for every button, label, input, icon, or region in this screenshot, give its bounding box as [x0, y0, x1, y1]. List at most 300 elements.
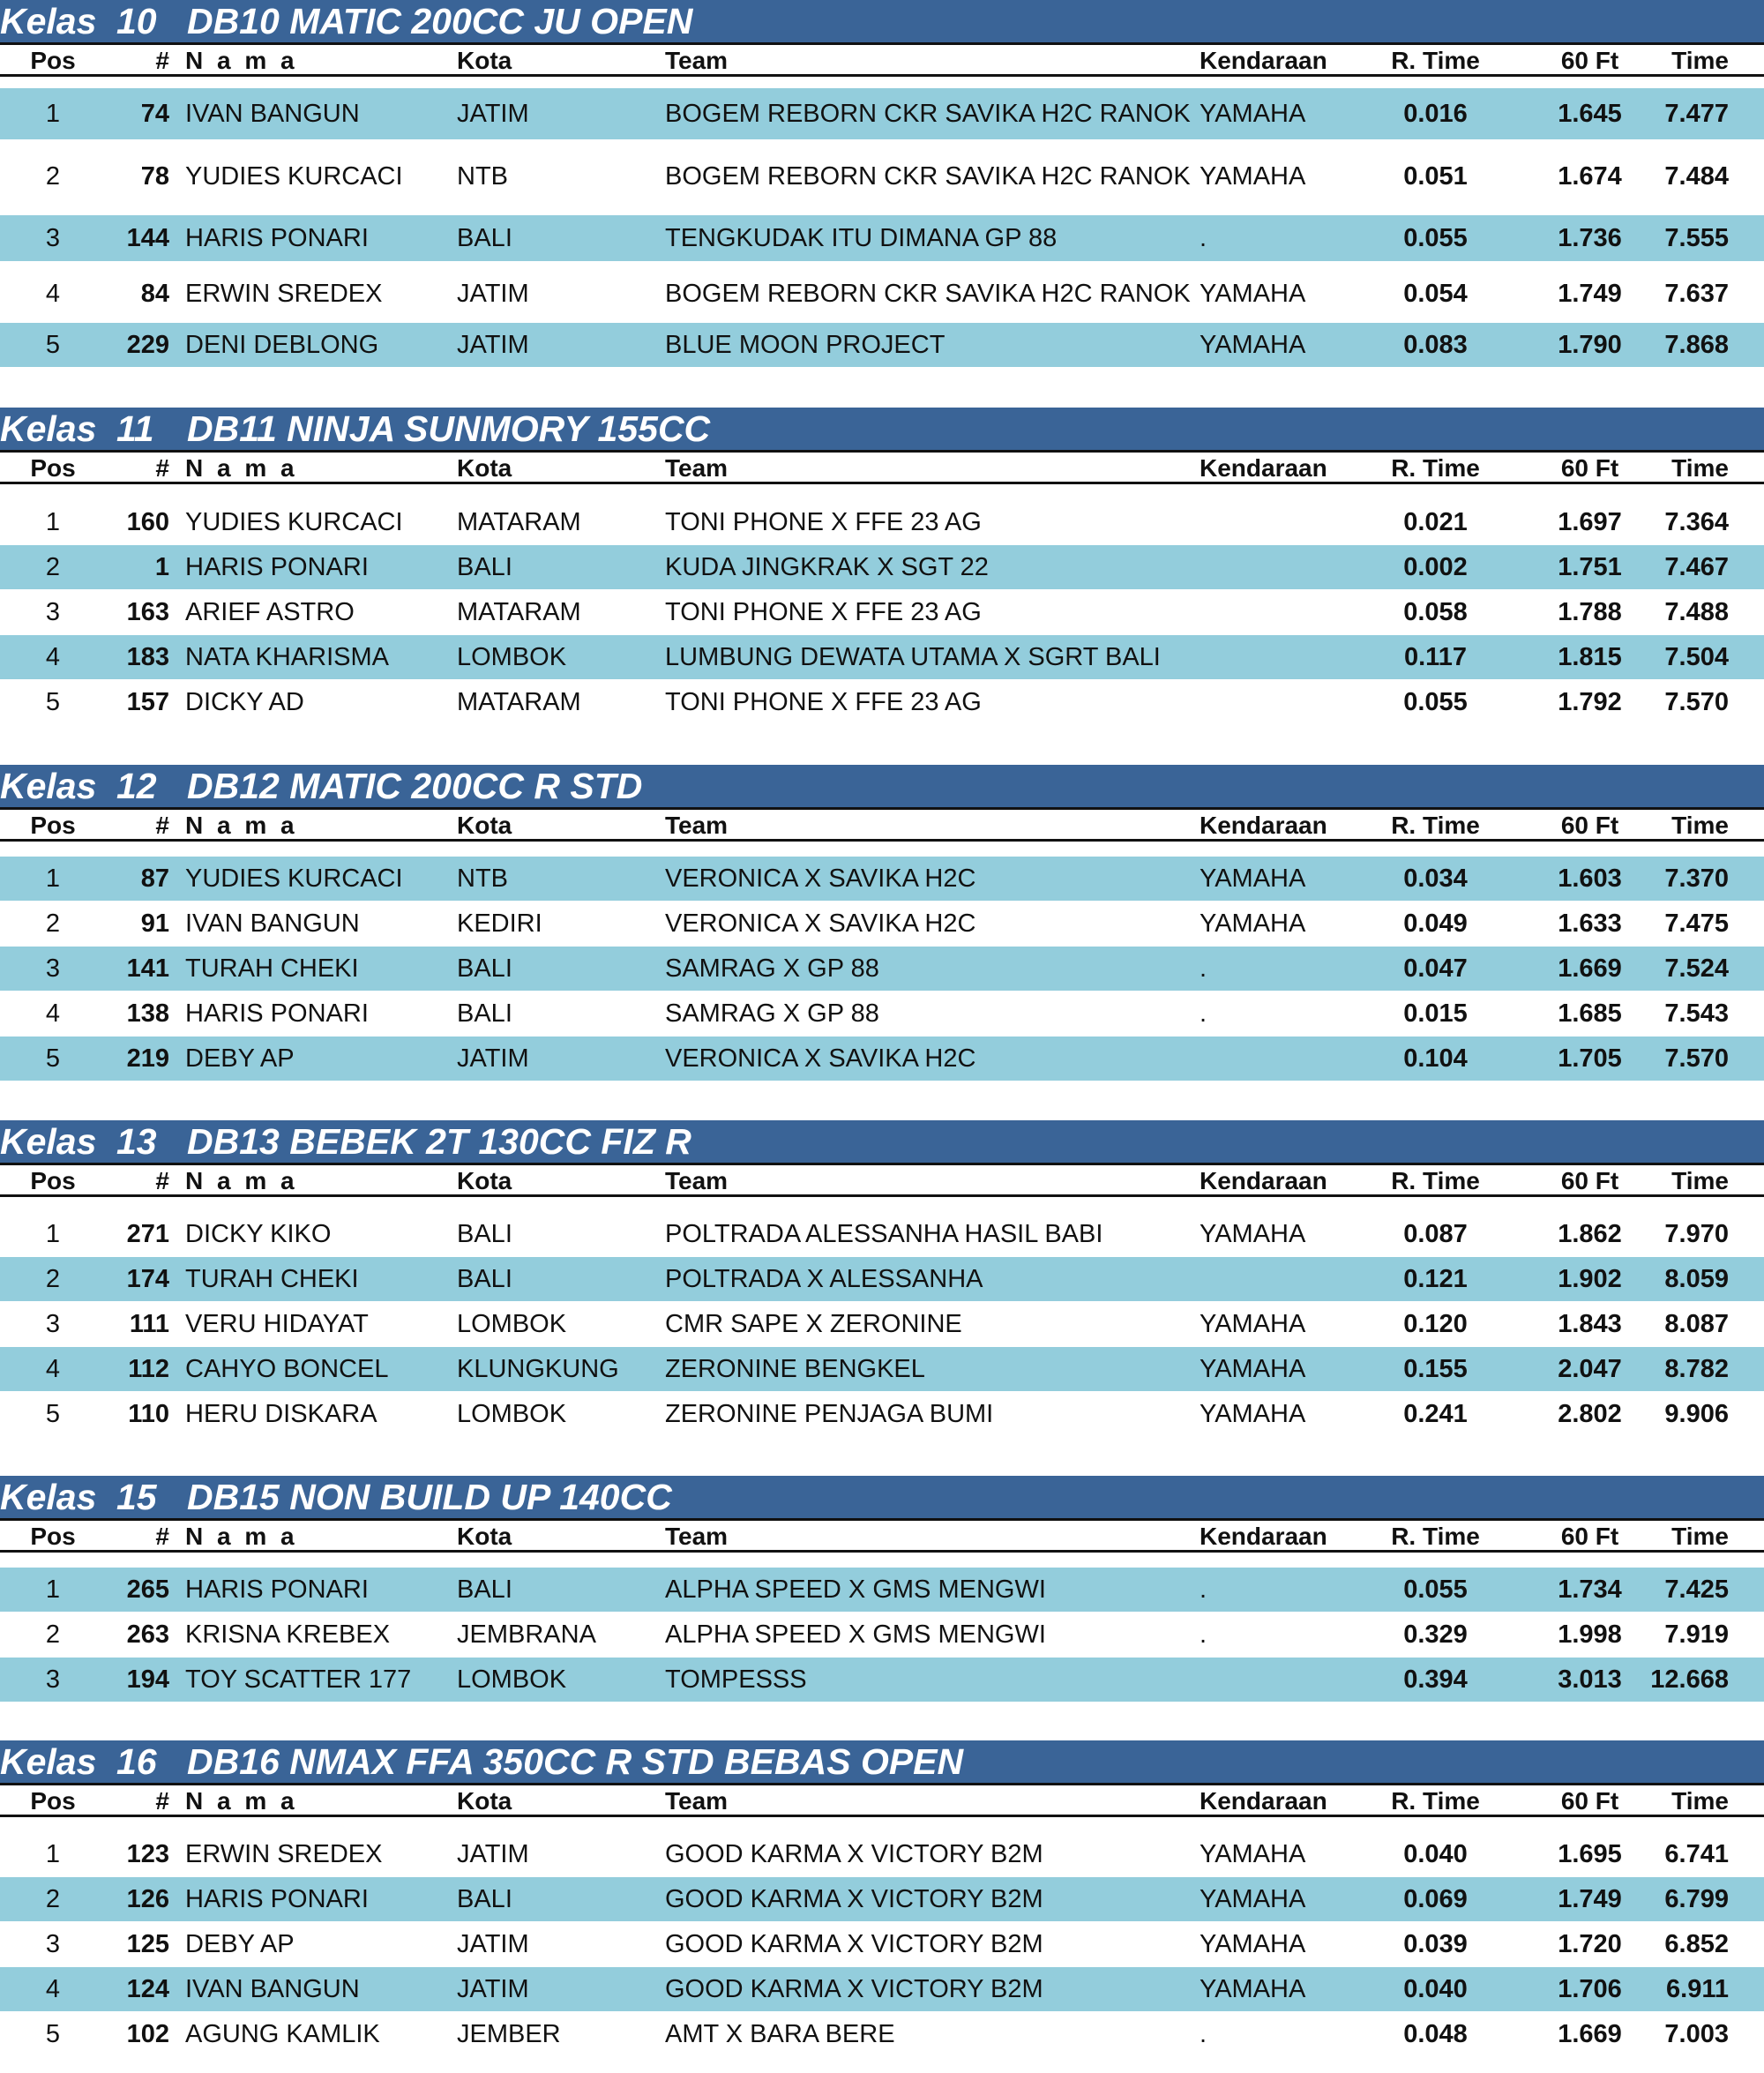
header-team: Team: [665, 812, 729, 839]
cell-team: TONI PHONE X FFE 23 AG: [665, 507, 982, 536]
header-kendaraan: Kendaraan: [1200, 1523, 1327, 1550]
cell-kend: YAMAHA: [1200, 99, 1306, 128]
header-nama: N a m a: [185, 1787, 298, 1815]
cell-time: 7.467: [1664, 552, 1729, 581]
cell-rt: 0.055: [1403, 687, 1468, 716]
cell-kend: YAMAHA: [1200, 909, 1306, 938]
cell-rt: 0.329: [1403, 1620, 1468, 1649]
header-ft60: 60 Ft: [1560, 1523, 1619, 1550]
cell-kota: LOMBOK: [457, 1665, 567, 1694]
cell-nama: DENI DEBLONG: [185, 330, 379, 359]
cell-time: 6.799: [1664, 1884, 1729, 1913]
cell-ft: 1.674: [1558, 161, 1622, 191]
cell-pos: 2: [45, 1884, 61, 1913]
cell-nama: AGUNG KAMLIK: [185, 2019, 380, 2048]
cell-time: 6.911: [1666, 1974, 1729, 2003]
cell-ft: 1.685: [1558, 999, 1622, 1028]
cell-pos: 3: [45, 954, 61, 983]
table-row: [0, 500, 1764, 544]
cell-team: GOOD KARMA X VICTORY B2M: [665, 1839, 1043, 1868]
header-ft60: 60 Ft: [1560, 47, 1619, 74]
cell-time: 7.637: [1664, 279, 1729, 308]
cell-pos: 1: [45, 1219, 61, 1248]
cell-num: 91: [140, 909, 169, 938]
cell-kend: YAMAHA: [1200, 1884, 1306, 1913]
header-time: Time: [1671, 454, 1729, 482]
cell-rt: 0.015: [1403, 999, 1468, 1028]
cell-pos: 5: [45, 1399, 61, 1428]
cell-team: CMR SAPE X ZERONINE: [665, 1309, 962, 1338]
cell-pos: 3: [45, 597, 61, 626]
header-num: #: [155, 1523, 169, 1550]
cell-pos: 5: [45, 2019, 61, 2048]
cell-time: 9.906: [1664, 1399, 1729, 1428]
table-row: [0, 1212, 1764, 1256]
cell-pos: 4: [45, 999, 61, 1028]
cell-time: 7.868: [1664, 330, 1729, 359]
header-ft60: 60 Ft: [1560, 1167, 1619, 1194]
header-pos: Pos: [30, 1167, 76, 1194]
cell-nama: HARIS PONARI: [185, 223, 369, 252]
header-nama: N a m a: [185, 812, 298, 839]
cell-time: 7.524: [1664, 954, 1729, 983]
cell-pos: 1: [45, 1839, 61, 1868]
header-num: #: [155, 454, 169, 482]
cell-kota: LOMBOK: [457, 1399, 567, 1428]
cell-ft: 1.749: [1558, 279, 1622, 308]
header-rtime: R. Time: [1391, 812, 1480, 839]
cell-ft: 1.706: [1558, 1974, 1622, 2003]
cell-team: TENGKUDAK ITU DIMANA GP 88: [665, 223, 1058, 252]
cell-time: 7.555: [1664, 223, 1729, 252]
class-title: DB10 MATIC 200CC JU OPEN: [187, 1, 693, 41]
class-banner: [0, 0, 1764, 42]
cell-time: 7.504: [1664, 642, 1729, 671]
cell-time: 12.668: [1650, 1665, 1729, 1694]
cell-num: 138: [126, 999, 169, 1028]
header-kota: Kota: [457, 1523, 512, 1550]
cell-team: GOOD KARMA X VICTORY B2M: [665, 1974, 1043, 2003]
header-kendaraan: Kendaraan: [1200, 47, 1327, 74]
cell-ft: 1.697: [1558, 507, 1622, 536]
header-nama: N a m a: [185, 1167, 298, 1194]
cell-num: 84: [140, 279, 169, 308]
cell-nama: DICKY AD: [185, 687, 304, 716]
cell-rt: 0.104: [1403, 1044, 1468, 1073]
cell-num: 194: [126, 1665, 169, 1694]
kelas-label: Kelas: [0, 1477, 97, 1517]
class-title: DB11 NINJA SUNMORY 155CC: [187, 408, 711, 449]
cell-nama: HARIS PONARI: [185, 1575, 369, 1604]
header-kendaraan: Kendaraan: [1200, 812, 1327, 839]
cell-nama: ERWIN SREDEX: [185, 279, 383, 308]
cell-time: 6.741: [1664, 1839, 1729, 1868]
cell-pos: 1: [45, 507, 61, 536]
cell-nama: ARIEF ASTRO: [185, 597, 355, 626]
table-row: [0, 1036, 1764, 1081]
table-row: [0, 680, 1764, 724]
header-nama: N a m a: [185, 454, 298, 482]
table-row: [0, 323, 1764, 367]
table-row: [0, 590, 1764, 634]
header-num: #: [155, 1167, 169, 1194]
cell-kend: .: [1200, 999, 1207, 1028]
cell-kend: YAMAHA: [1200, 1354, 1306, 1383]
class-section: [0, 1120, 1764, 1194]
cell-rt: 0.155: [1403, 1354, 1468, 1383]
cell-kend: YAMAHA: [1200, 1309, 1306, 1338]
cell-rt: 0.048: [1403, 2019, 1468, 2048]
cell-team: BOGEM REBORN CKR SAVIKA H2C RANOK: [665, 161, 1191, 191]
cell-nama: KRISNA KREBEX: [185, 1620, 391, 1649]
cell-time: 7.484: [1664, 161, 1729, 191]
cell-ft: 1.749: [1558, 1884, 1622, 1913]
header-time: Time: [1671, 47, 1729, 74]
cell-rt: 0.040: [1403, 1839, 1468, 1868]
cell-team: KUDA JINGKRAK X SGT 22: [665, 552, 989, 581]
cell-rt: 0.055: [1403, 223, 1468, 252]
header-team: Team: [665, 454, 729, 482]
cell-pos: 1: [45, 1575, 61, 1604]
cell-pos: 1: [45, 99, 61, 128]
cell-pos: 3: [45, 1309, 61, 1338]
cell-rt: 0.394: [1403, 1665, 1468, 1694]
cell-ft: 2.047: [1558, 1354, 1622, 1383]
cell-pos: 5: [45, 1044, 61, 1073]
header-nama: N a m a: [185, 47, 298, 74]
cell-ft: 1.645: [1558, 99, 1622, 128]
cell-team: POLTRADA ALESSANHA HASIL BABI: [665, 1219, 1103, 1248]
table-row: [0, 1922, 1764, 1966]
kelas-label: Kelas: [0, 1741, 97, 1782]
header-rtime: R. Time: [1391, 1787, 1480, 1815]
cell-rt: 0.040: [1403, 1974, 1468, 2003]
cell-nama: ERWIN SREDEX: [185, 1839, 383, 1868]
cell-kota: JEMBER: [457, 2019, 561, 2048]
class-banner: [0, 765, 1764, 807]
cell-num: 110: [128, 1399, 169, 1428]
cell-num: 123: [126, 1839, 169, 1868]
header-time: Time: [1671, 1523, 1729, 1550]
cell-team: ZERONINE PENJAGA BUMI: [665, 1399, 994, 1428]
cell-num: 219: [126, 1044, 169, 1073]
cell-rt: 0.039: [1403, 1929, 1468, 1958]
cell-team: SAMRAG X GP 88: [665, 954, 879, 983]
cell-nama: IVAN BANGUN: [185, 909, 360, 938]
cell-rt: 0.069: [1403, 1884, 1468, 1913]
header-kendaraan: Kendaraan: [1200, 1167, 1327, 1194]
cell-time: 6.852: [1664, 1929, 1729, 1958]
table-header: [0, 1518, 1764, 1553]
cell-nama: HARIS PONARI: [185, 552, 369, 581]
class-banner: [0, 408, 1764, 450]
header-kota: Kota: [457, 47, 512, 74]
table-row: [0, 635, 1764, 679]
cell-ft: 1.736: [1558, 223, 1622, 252]
class-banner: [0, 1740, 1764, 1783]
cell-num: 144: [126, 223, 169, 252]
cell-num: 124: [126, 1974, 169, 2003]
cell-rt: 0.051: [1403, 161, 1468, 191]
table-row: [0, 1302, 1764, 1346]
cell-rt: 0.034: [1403, 864, 1468, 893]
cell-team: GOOD KARMA X VICTORY B2M: [665, 1884, 1043, 1913]
cell-kota: JATIM: [457, 279, 529, 308]
table-row: [0, 215, 1764, 261]
cell-rt: 0.002: [1403, 552, 1468, 581]
cell-num: 160: [126, 507, 169, 536]
cell-team: TONI PHONE X FFE 23 AG: [665, 597, 982, 626]
kelas-label: Kelas: [0, 1121, 97, 1162]
cell-pos: 4: [45, 642, 61, 671]
cell-ft: 1.790: [1558, 330, 1622, 359]
header-pos: Pos: [30, 812, 76, 839]
cell-time: 7.919: [1664, 1620, 1729, 1649]
table-row: [0, 545, 1764, 589]
cell-ft: 1.633: [1558, 909, 1622, 938]
cell-kota: JATIM: [457, 99, 529, 128]
cell-nama: HARIS PONARI: [185, 1884, 369, 1913]
cell-kota: JATIM: [457, 330, 529, 359]
cell-num: 263: [126, 1620, 169, 1649]
cell-num: 112: [128, 1354, 169, 1383]
cell-kota: BALI: [457, 552, 512, 581]
cell-ft: 1.695: [1558, 1839, 1622, 1868]
header-time: Time: [1671, 812, 1729, 839]
header-time: Time: [1671, 1787, 1729, 1815]
class-banner: [0, 1120, 1764, 1163]
table-header: [0, 1163, 1764, 1198]
cell-num: 74: [140, 99, 169, 128]
cell-pos: 2: [45, 909, 61, 938]
cell-num: 174: [126, 1264, 169, 1293]
cell-kend: .: [1200, 2019, 1207, 2048]
cell-time: 7.425: [1664, 1575, 1729, 1604]
cell-num: 265: [126, 1575, 169, 1604]
header-rtime: R. Time: [1391, 454, 1480, 482]
cell-nama: IVAN BANGUN: [185, 1974, 360, 2003]
cell-team: VERONICA X SAVIKA H2C: [665, 864, 976, 893]
cell-ft: 1.815: [1558, 642, 1622, 671]
cell-ft: 2.802: [1558, 1399, 1622, 1428]
cell-team: SAMRAG X GP 88: [665, 999, 879, 1028]
cell-pos: 2: [45, 1264, 61, 1293]
header-pos: Pos: [30, 1787, 76, 1815]
cell-team: ZERONINE BENGKEL: [665, 1354, 925, 1383]
header-kota: Kota: [457, 1787, 512, 1815]
cell-nama: DEBY AP: [185, 1044, 295, 1073]
header-team: Team: [665, 1787, 729, 1815]
cell-kend: YAMAHA: [1200, 279, 1306, 308]
cell-num: 111: [129, 1309, 169, 1338]
cell-time: 8.087: [1664, 1309, 1729, 1338]
cell-num: 87: [140, 864, 169, 893]
table-row: [0, 1832, 1764, 1876]
header-nama: N a m a: [185, 1523, 298, 1550]
kelas-number: 11: [116, 408, 154, 449]
cell-nama: YUDIES KURCACI: [185, 507, 403, 536]
cell-nama: CAHYO BONCEL: [185, 1354, 389, 1383]
cell-nama: HERU DISKARA: [185, 1399, 377, 1428]
cell-kend: .: [1200, 954, 1207, 983]
cell-team: LUMBUNG DEWATA UTAMA X SGRT BALI: [665, 642, 1161, 671]
cell-ft: 3.013: [1558, 1665, 1622, 1694]
cell-team: TOMPESSS: [665, 1665, 807, 1694]
cell-kend: YAMAHA: [1200, 1399, 1306, 1428]
cell-nama: YUDIES KURCACI: [185, 161, 403, 191]
cell-kota: BALI: [457, 1219, 512, 1248]
cell-kota: NTB: [457, 161, 508, 191]
table-row: [0, 857, 1764, 901]
cell-kend: .: [1200, 1620, 1207, 1649]
cell-rt: 0.016: [1403, 99, 1468, 128]
cell-kend: YAMAHA: [1200, 1839, 1306, 1868]
cell-ft: 1.705: [1558, 1044, 1622, 1073]
cell-ft: 1.788: [1558, 597, 1622, 626]
cell-nama: VERU HIDAYAT: [185, 1309, 369, 1338]
table-row: [0, 1347, 1764, 1391]
cell-nama: TURAH CHEKI: [185, 954, 359, 983]
header-pos: Pos: [30, 47, 76, 74]
header-num: #: [155, 812, 169, 839]
cell-num: 183: [126, 642, 169, 671]
cell-kota: MATARAM: [457, 597, 581, 626]
cell-nama: TURAH CHEKI: [185, 1264, 359, 1293]
cell-ft: 1.603: [1558, 864, 1622, 893]
cell-pos: 1: [45, 864, 61, 893]
header-num: #: [155, 47, 169, 74]
cell-nama: TOY SCATTER 177: [185, 1665, 412, 1694]
kelas-number: 12: [116, 766, 157, 806]
table-row: [0, 1613, 1764, 1657]
kelas-label: Kelas: [0, 408, 97, 449]
cell-ft: 1.720: [1558, 1929, 1622, 1958]
cell-nama: YUDIES KURCACI: [185, 864, 403, 893]
cell-pos: 3: [45, 1665, 61, 1694]
kelas-label: Kelas: [0, 766, 97, 806]
cell-kota: JATIM: [457, 1044, 529, 1073]
cell-kota: JATIM: [457, 1839, 529, 1868]
table-row: [0, 1658, 1764, 1702]
class-banner: [0, 1476, 1764, 1518]
kelas-number: 15: [116, 1477, 157, 1517]
table-header: [0, 42, 1764, 78]
cell-kota: LOMBOK: [457, 642, 567, 671]
class-section: [0, 1740, 1764, 1815]
cell-ft: 1.734: [1558, 1575, 1622, 1604]
cell-team: ALPHA SPEED X GMS MENGWI: [665, 1575, 1046, 1604]
cell-rt: 0.049: [1403, 909, 1468, 938]
cell-nama: DEBY AP: [185, 1929, 295, 1958]
cell-ft: 1.669: [1558, 954, 1622, 983]
table-header: [0, 1783, 1764, 1818]
cell-team: BOGEM REBORN CKR SAVIKA H2C RANOK: [665, 99, 1191, 128]
cell-ft: 1.998: [1558, 1620, 1622, 1649]
cell-kota: NTB: [457, 864, 508, 893]
cell-num: 102: [126, 2019, 169, 2048]
cell-kota: LOMBOK: [457, 1309, 567, 1338]
kelas-number: 16: [116, 1741, 157, 1782]
table-row: [0, 1392, 1764, 1436]
header-rtime: R. Time: [1391, 1523, 1480, 1550]
cell-num: 229: [126, 330, 169, 359]
kelas-label: Kelas: [0, 1, 97, 41]
cell-nama: DICKY KIKO: [185, 1219, 332, 1248]
cell-kota: MATARAM: [457, 687, 581, 716]
cell-kend: YAMAHA: [1200, 1929, 1306, 1958]
cell-kend: YAMAHA: [1200, 330, 1306, 359]
cell-time: 8.059: [1664, 1264, 1729, 1293]
cell-team: BOGEM REBORN CKR SAVIKA H2C RANOK: [665, 279, 1191, 308]
class-title: DB12 MATIC 200CC R STD: [187, 766, 643, 806]
cell-kota: BALI: [457, 1264, 512, 1293]
cell-pos: 5: [45, 330, 61, 359]
header-kendaraan: Kendaraan: [1200, 454, 1327, 482]
cell-ft: 1.902: [1558, 1264, 1622, 1293]
cell-kota: BALI: [457, 954, 512, 983]
cell-rt: 0.241: [1403, 1399, 1468, 1428]
class-title: DB16 NMAX FFA 350CC R STD BEBAS OPEN: [187, 1741, 964, 1782]
cell-kota: BALI: [457, 999, 512, 1028]
class-section: [0, 0, 1764, 74]
cell-time: 7.488: [1664, 597, 1729, 626]
header-team: Team: [665, 1167, 729, 1194]
cell-kota: JATIM: [457, 1929, 529, 1958]
cell-num: 141: [126, 954, 169, 983]
cell-team: VERONICA X SAVIKA H2C: [665, 909, 976, 938]
table-row: [0, 902, 1764, 946]
cell-team: GOOD KARMA X VICTORY B2M: [665, 1929, 1043, 1958]
cell-ft: 1.669: [1558, 2019, 1622, 2048]
cell-kota: BALI: [457, 1884, 512, 1913]
cell-time: 7.364: [1664, 507, 1729, 536]
table-header: [0, 450, 1764, 485]
table-row: [0, 1877, 1764, 1921]
cell-num: 126: [126, 1884, 169, 1913]
cell-pos: 4: [45, 1974, 61, 2003]
cell-team: VERONICA X SAVIKA H2C: [665, 1044, 976, 1073]
table-row: [0, 1257, 1764, 1301]
cell-pos: 3: [45, 223, 61, 252]
cell-num: 125: [126, 1929, 169, 1958]
cell-kota: BALI: [457, 1575, 512, 1604]
cell-team: POLTRADA X ALESSANHA: [665, 1264, 983, 1293]
cell-pos: 2: [45, 552, 61, 581]
cell-ft: 1.792: [1558, 687, 1622, 716]
cell-kend: .: [1200, 223, 1207, 252]
cell-kota: KLUNGKUNG: [457, 1354, 619, 1383]
class-title: DB13 BEBEK 2T 130CC FIZ R: [187, 1121, 691, 1162]
cell-rt: 0.117: [1404, 642, 1467, 671]
cell-num: 78: [140, 161, 169, 191]
header-rtime: R. Time: [1391, 47, 1480, 74]
cell-ft: 1.843: [1558, 1309, 1622, 1338]
cell-rt: 0.083: [1403, 330, 1468, 359]
cell-pos: 2: [45, 161, 61, 191]
cell-rt: 0.087: [1403, 1219, 1468, 1248]
cell-ft: 1.751: [1558, 552, 1622, 581]
cell-num: 1: [154, 552, 169, 581]
header-team: Team: [665, 1523, 729, 1550]
cell-time: 7.570: [1664, 1044, 1729, 1073]
table-row: [0, 268, 1764, 319]
cell-rt: 0.055: [1403, 1575, 1468, 1604]
cell-time: 7.477: [1664, 99, 1729, 128]
cell-time: 7.003: [1664, 2019, 1729, 2048]
cell-team: BLUE MOON PROJECT: [665, 330, 946, 359]
cell-kend: YAMAHA: [1200, 1974, 1306, 2003]
header-time: Time: [1671, 1167, 1729, 1194]
